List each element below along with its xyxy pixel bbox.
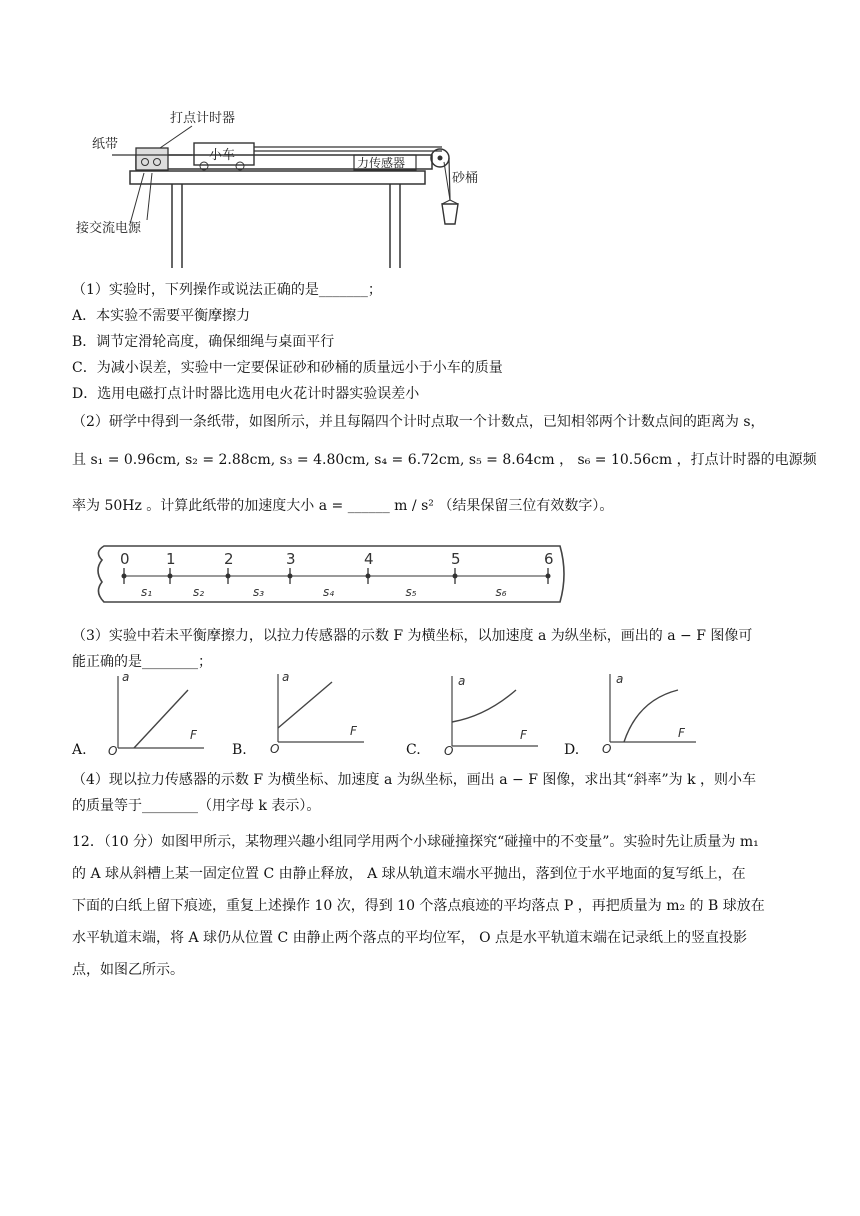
q12-line3: 下面的白纸上留下痕迹，重复上述操作 10 次，得到 10 个落点痕迹的平均落点 P ，再把质量为 m₂ 的 B 球放在: [72, 898, 765, 914]
graph-a-option-label: A.: [72, 742, 87, 758]
graph-c-option-label: C.: [406, 742, 421, 758]
q12-line1: 12．（10 分）如图甲所示，某物理兴趣小组同学用两个小球碰撞探究“碰撞中的不变量”。实验时先让质量为 m₁: [72, 834, 759, 850]
q12-line2: 的 A 球从斜槽上某一固定位置 C 由静止释放， A 球从轨道末端水平抛出，落到位于水平地面的复写纸上，在: [72, 866, 746, 882]
label-power: 接交流电源: [76, 221, 142, 236]
tape-point-label: 6: [544, 550, 554, 568]
tape-point-label: 4: [364, 550, 374, 568]
label-sensor: 力传感器: [357, 156, 406, 170]
q12-line4: 水平轨道末端，将 A 球仍从位置 C 由静止两个落点的平均位军， O 点是水平轨道末端在记录纸上的竖直投影: [72, 930, 747, 946]
graph-c-ylabel: a: [458, 674, 466, 688]
tape-segment-label: s₁: [141, 585, 153, 599]
graph-c-origin: O: [444, 744, 454, 758]
graph-option-a[interactable]: [72, 670, 212, 762]
tape-point-label: 0: [120, 550, 130, 568]
tape-segment-label: s₆: [495, 585, 507, 599]
tape-point-dot: [122, 574, 127, 579]
graph-b-origin: O: [270, 742, 280, 756]
graph-a-curve: [134, 690, 188, 748]
q2-line2: 且 s₁ = 0.96cm, s₂ = 2.88cm, s₃ = 4.80cm, s₄ = 6.72cm, s₅ = 8.64cm ， s₆ = 10.56cm ，打点计时器的电源频: [72, 452, 817, 468]
graph-c-xlabel: F: [520, 728, 527, 742]
tape-point-dot: [453, 574, 458, 579]
tape-figure: [90, 540, 570, 610]
graph-option-b[interactable]: [232, 670, 372, 762]
tape-point-dot: [366, 574, 371, 579]
q3-line2: 能正确的是________；: [72, 654, 212, 670]
graph-d-ylabel: a: [616, 672, 624, 686]
tape-segment-label: s₅: [405, 585, 417, 599]
tape-point-dot: [288, 574, 293, 579]
q4-line2: 的质量等于________（用字母 k 表示）。: [72, 798, 321, 814]
q12-line5: 点，如图乙所示。: [72, 962, 184, 978]
q1-option-b: B．调节定滑轮高度，确保细绳与桌面平行: [72, 334, 335, 350]
label-cart: 小车: [209, 148, 236, 163]
q3-line1: （3）实验中若未平衡摩擦力，以拉力传感器的示数 F 为横坐标，以加速度 a 为纵坐标，画出的 a − F 图像可: [72, 628, 753, 644]
q2-line3: 率为 50Hz 。计算此纸带的加速度大小 a = ______ m / s² （结果保留三位有效数字）。: [72, 498, 614, 514]
graph-b-xlabel: F: [350, 724, 357, 738]
tape-segment-label: s₄: [323, 585, 335, 599]
graph-option-d[interactable]: [564, 670, 704, 762]
graph-d-curve: [624, 690, 678, 742]
tape-segment-label: s₃: [253, 585, 265, 599]
q1-option-c: C．为减小误差，实验中一定要保证砂和砂桶的质量远小于小车的质量: [72, 360, 503, 376]
graph-d-origin: O: [602, 742, 612, 756]
q1-stem: （1）实验时，下列操作或说法正确的是_______；: [72, 282, 382, 298]
q4-line1: （4）现以拉力传感器的示数 F 为横坐标、加速度 a 为纵坐标，画出 a − F 图像，求出其“斜率”为 k ，则小车: [72, 772, 757, 788]
label-bucket: 砂桶: [452, 171, 479, 186]
graph-d-xlabel: F: [678, 726, 685, 740]
graph-a-origin: O: [108, 744, 118, 758]
label-tape: 纸带: [92, 137, 119, 152]
graph-b-ylabel: a: [282, 670, 290, 684]
tape-point-label: 2: [224, 550, 234, 568]
tape-point-label: 5: [451, 550, 461, 568]
graph-b-curve: [278, 682, 332, 728]
tape-point-dot: [546, 574, 551, 579]
tape-point-dot: [226, 574, 231, 579]
tape-point-dot: [168, 574, 173, 579]
label-timer: 打点计时器: [170, 111, 236, 126]
graph-a-ylabel: a: [122, 670, 130, 684]
q1-option-d: D．选用电磁打点计时器比选用电火花计时器实验误差小: [72, 386, 420, 402]
q1-option-a: A．本实验不需要平衡摩擦力: [72, 308, 251, 324]
graph-option-c[interactable]: [406, 670, 546, 762]
tape-point-label: 3: [286, 550, 296, 568]
graph-a-xlabel: F: [190, 728, 197, 742]
graph-d-option-label: D.: [564, 742, 580, 758]
q2-line1: （2）研学中得到一条纸带，如图所示，并且每隔四个计时点取一个计数点，已知相邻两个计数点间的距离为 s，: [72, 414, 765, 430]
tape-segment-label: s₂: [193, 585, 205, 599]
tape-point-label: 1: [166, 550, 176, 568]
graph-b-option-label: B.: [232, 742, 247, 758]
graph-c-curve: [452, 690, 516, 722]
apparatus-figure: [72, 100, 512, 270]
